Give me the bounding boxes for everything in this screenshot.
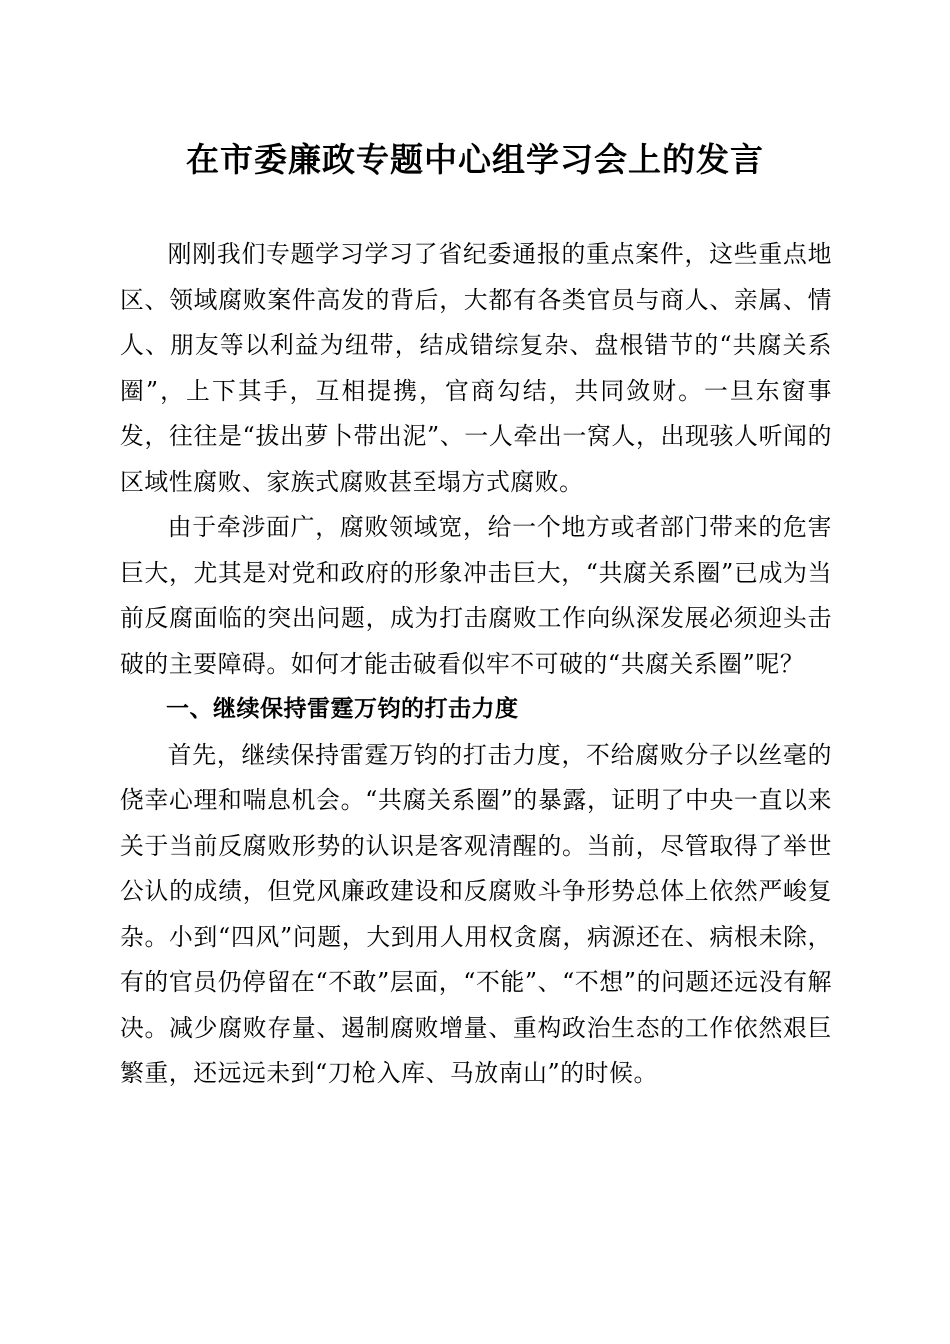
section-1-heading: 一、继续保持雷霆万钧的打击力度: [166, 696, 519, 722]
intro-paragraph-1: 刚刚我们专题学习学习了省纪委通报的重点案件，这些重点地区、领域腐败案件高发的背后，大都有各类官员与商人、亲属、情人、朋友等以利益为纽带，结成错综复杂、盘根错节的“共腐关系圈”，上下其手，互相提携，官商勾结，共同敛财。一旦东窗事发，往往是“拔出萝卜带出泥”、一人牵出一窝人，出现骇人听闻的区域性腐败、家族式腐败甚至塌方式腐败。: [120, 240, 832, 496]
document-body: [120, 232, 832, 1097]
intro-paragraph-2: 由于牵涉面广，腐败领域宽，给一个地方或者部门带来的危害巨大，尤其是对党和政府的形象冲击巨大，“共腐关系圈”已成为当前反腐面临的突出问题，成为打击腐败工作向纵深发展必须迎头击破的主要障碍。如何才能击破看似牢不可破的“共腐关系圈”呢？: [120, 513, 832, 678]
section-1-paragraph: 首先，继续保持雷霆万钧的打击力度，不给腐败分子以丝毫的侥幸心理和喘息机会。“共腐关系圈”的暴露，证明了中央一直以来关于当前反腐败形势的认识是客观清醒的。当前，尽管取得了举世公认的成绩，但党风廉政建设和反腐败斗争形势总体上依然严峻复杂。小到“四风”问题，大到用人用权贪腐，病源还在、病根未除，有的官员仍停留在“不敢”层面，“不能”、“不想”的问题还远没有解决。减少腐败存量、遏制腐败增量、重构政治生态的工作依然艰巨繁重，还远远未到“刀枪入库、马放南山”的时候。: [120, 740, 832, 1087]
document-title: 在市委廉政专题中心组学习会上的发言: [186, 140, 764, 179]
